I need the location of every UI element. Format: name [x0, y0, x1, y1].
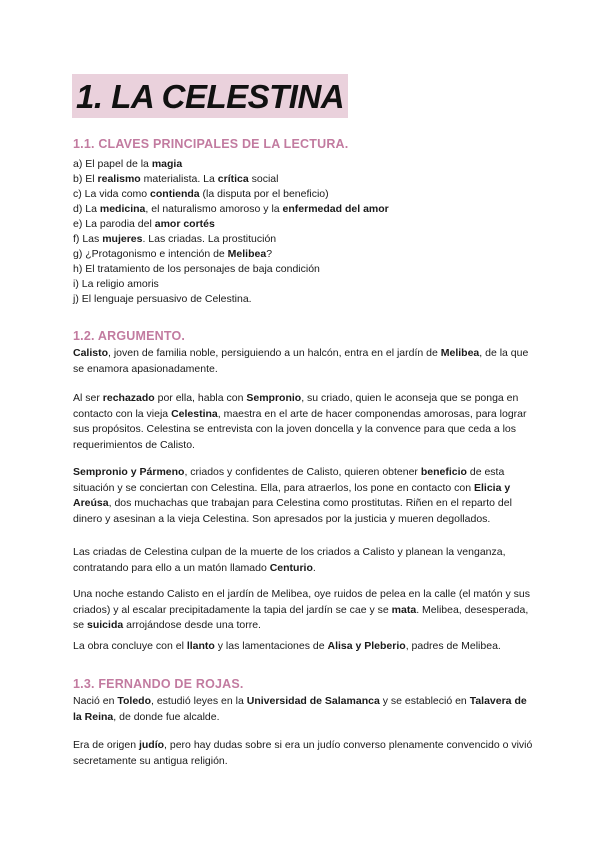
list-item: b) El realismo materialista. La crítica social	[73, 173, 279, 185]
section-heading-argumento: 1.2. ARGUMENTO.	[73, 329, 186, 343]
list-item: e) La parodia del amor cortés	[73, 218, 215, 230]
paragraph: Calisto, joven de familia noble, persiguiendo a un halcón, entra en el jardín de Melibea, de la que se enamora apasionadamente.	[73, 347, 529, 375]
bold-term: contienda	[150, 188, 200, 200]
paragraph: Sempronio y Pármeno, criados y confidentes de Calisto, quieren obtener beneficio de esta situación y se conciertan con Celestina. Ella, para atraerlos, los pone en contacto con Elicia y Areúsa, dos muchachas que trabajan para Celestina como prostitutas. Riñen en el reparto del dinero y asesinan a la vieja Celestina. Son apresados por la justicia y mueren degollados.	[73, 466, 512, 525]
paragraph: Una noche estando Calisto en el jardín de Melibea, oye ruidos de pelea en la calle (el matón y sus criados) y al escalar precipitadamente la tapia del jardín se cae y se mata. Melibea, desesperada, se suicida arrojándose desde una torre.	[73, 588, 531, 631]
bold-term: llanto	[186, 640, 215, 652]
section-heading-rojas: 1.3. FERNANDO DE ROJAS.	[73, 677, 244, 691]
paragraph: La obra concluye con el llanto y las lamentaciones de Alisa y Pleberio, padres de Melibea.	[73, 640, 501, 652]
section-argumento	[73, 328, 533, 344]
bold-term: realismo	[97, 173, 141, 185]
bold-term: amor cortés	[154, 218, 215, 230]
bold-term: beneficio	[420, 466, 467, 478]
bold-term: crítica	[217, 173, 249, 185]
list-item: a) El papel de la magia	[73, 158, 183, 170]
section-rojas	[73, 676, 533, 692]
page-title: 1. LA CELESTINA	[72, 74, 348, 118]
bold-term: Elicia y Areúsa	[73, 481, 511, 509]
claves-list	[73, 157, 533, 307]
list-item: j) El lenguaje persuasivo de Celestina.	[73, 293, 252, 305]
bold-term: Toledo	[117, 695, 151, 707]
bold-term: Talavera de la Reina	[73, 695, 527, 723]
bold-term: Universidad de Salamanca	[246, 695, 380, 707]
bold-term: Celestina	[171, 407, 218, 420]
list-item: d) La medicina, el naturalismo amoroso y la enfermedad del amor	[73, 203, 389, 215]
bold-term: Sempronio y Pármeno	[73, 466, 185, 478]
paragraph: Nació en Toledo, estudió leyes en la Universidad de Salamanca y se estableció en Talavera de la Reina, de donde fue alcalde.	[73, 695, 527, 723]
bold-term: Alisa y Pleberio	[327, 640, 406, 652]
paragraph: Al ser rechazado por ella, habla con Sempronio, su criado, quien le aconseja que se ponga en contacto con la vieja Celestina, maestra en el arte de hacer componendas amorosas, para lograr sus propósitos. Celestina se entrevista con la joven doncella y la convence para que ceda a los requerimientos de Calisto.	[73, 392, 527, 451]
list-item: g) ¿Protagonismo e intención de Melibea?	[73, 248, 273, 260]
list-item: h) El tratamiento de los personajes de baja condición	[73, 263, 320, 275]
paragraph: Era de origen judío, pero hay dudas sobre si era un judío converso plenamente convencido o vivió secretamente su antigua religión.	[73, 739, 533, 767]
bold-term: judío	[138, 739, 165, 751]
bold-term: enfermedad del amor	[282, 203, 389, 215]
bold-term: mujeres	[102, 233, 143, 245]
section-claves	[73, 136, 533, 307]
bold-term: Calisto	[73, 347, 109, 359]
list-item: f) Las mujeres. Las criadas. La prostitución	[73, 233, 277, 245]
bold-term: Melibea	[227, 248, 267, 260]
bold-term: mata	[391, 603, 417, 616]
bold-term: rechazado	[102, 392, 155, 404]
paragraph: Las criadas de Celestina culpan de la muerte de los criados a Calisto y planean la venganza, contratando para ello a un matón llamado Centurio.	[73, 546, 506, 574]
bold-term: suicida	[87, 619, 124, 631]
bold-term: Centurio	[269, 561, 313, 574]
list-item: c) La vida como contienda (la disputa por el beneficio)	[73, 188, 329, 200]
bold-term: Sempronio	[246, 392, 302, 404]
bold-term: Melibea	[440, 347, 480, 359]
bold-term: medicina	[99, 203, 146, 215]
bold-term: magia	[151, 158, 183, 170]
section-heading-claves: 1.1. CLAVES PRINCIPALES DE LA LECTURA.	[73, 137, 349, 151]
list-item: i) La religio amoris	[73, 278, 159, 290]
